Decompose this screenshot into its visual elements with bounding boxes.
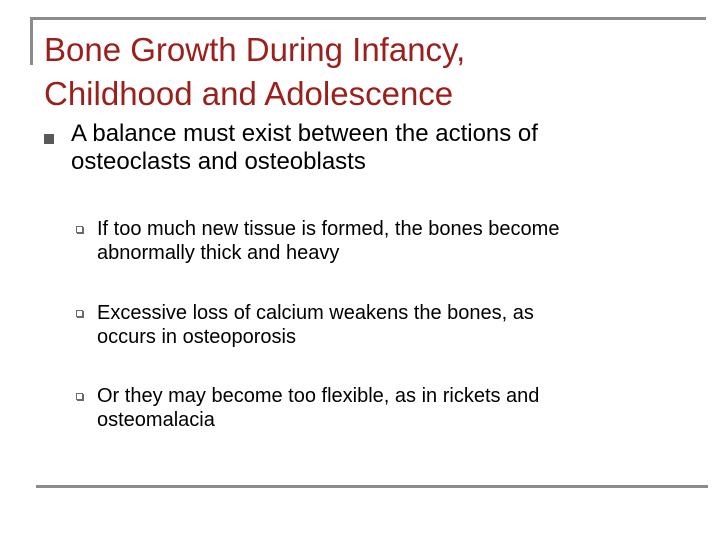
bottom-rule xyxy=(36,485,708,488)
top-frame-rule xyxy=(30,17,706,20)
title-line-1: Bone Growth During Infancy, xyxy=(44,31,466,68)
hollow-square-bullet-icon xyxy=(76,226,83,233)
sub-bullet-3-line-1: Or they may become too flexible, as in rickets and xyxy=(97,385,540,407)
hollow-square-bullet-icon xyxy=(76,310,83,317)
sub-bullet-text xyxy=(97,217,697,265)
square-bullet-icon xyxy=(44,134,54,144)
sub-bullet-1-line-1: If too much new tissue is formed, the bones become xyxy=(97,218,560,240)
main-bullet-text xyxy=(71,120,691,176)
main-bullet-line-1: A balance must exist between the actions of xyxy=(71,120,538,147)
sub-bullet-1-line-2: abnormally thick and heavy xyxy=(97,242,340,264)
slide-title xyxy=(44,28,704,116)
sub-bullet-2-line-2: occurs in osteoporosis xyxy=(97,326,296,348)
sub-bullet-3-line-2: osteomalacia xyxy=(97,409,215,431)
sub-bullet-text xyxy=(97,301,697,349)
sub-bullet-2-line-1: Excessive loss of calcium weakens the bones, as xyxy=(97,302,534,324)
hollow-square-bullet-icon xyxy=(76,393,83,400)
left-frame-rule xyxy=(30,17,33,65)
main-bullet-line-2: osteoclasts and osteoblasts xyxy=(71,148,366,175)
title-line-2: Childhood and Adolescence xyxy=(44,75,454,112)
sub-bullet-text xyxy=(97,384,697,432)
